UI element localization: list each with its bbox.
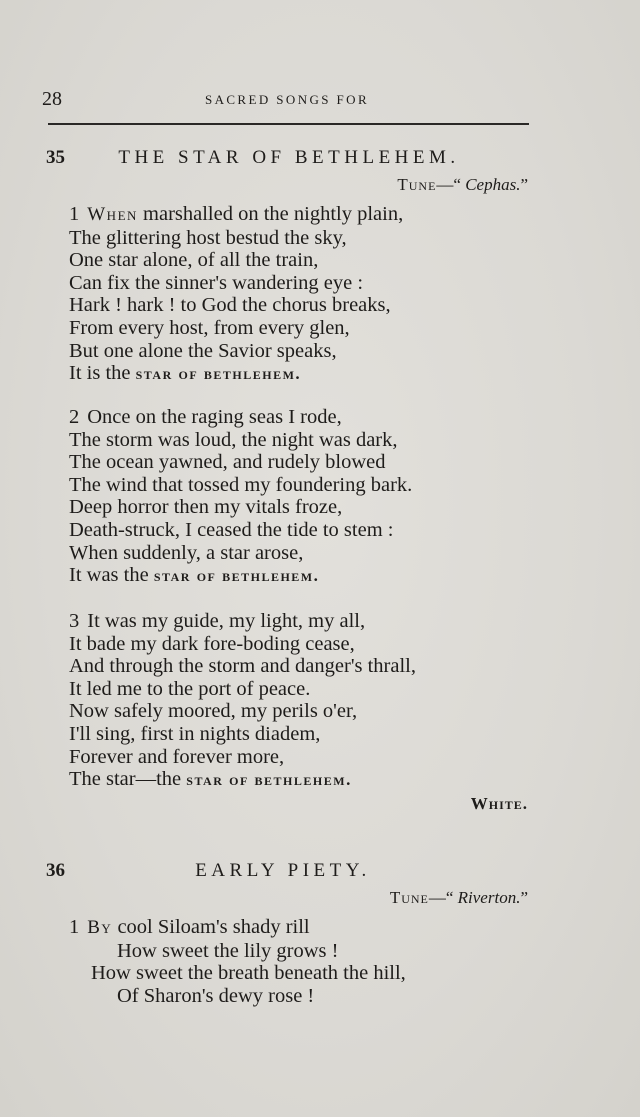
stanza-line: And through the storm and danger's thrall, xyxy=(69,655,416,678)
stanza-line: Hark ! hark ! to God the chorus breaks, xyxy=(69,294,391,317)
hymn-title: THE STAR OF BETHLEHEM. xyxy=(118,147,460,168)
stanza-line: 1 When marshalled on the nightly plain, xyxy=(69,203,404,225)
header-rule xyxy=(48,123,529,125)
hymn-number: 36 xyxy=(46,860,65,881)
author-attribution: White. xyxy=(470,794,528,813)
stanza-line: How sweet the lily grows ! xyxy=(117,939,339,962)
stanza-line: One star alone, of all the train, xyxy=(69,249,319,272)
stanza-3 xyxy=(69,610,416,792)
stanza-line: The glittering host bestud the sky, xyxy=(69,226,347,249)
running-head xyxy=(42,88,532,112)
stanza-line: It is the star of bethlehem. xyxy=(69,362,302,385)
stanza-line: It bade my dark fore-boding cease, xyxy=(69,632,355,655)
page-number: 28 xyxy=(42,88,62,110)
stanza-line: Now safely moored, my perils o'er, xyxy=(69,700,358,723)
stanza-line: 1 By cool Siloam's shady rill xyxy=(69,916,310,938)
stanza-line: But one alone the Savior speaks, xyxy=(69,339,337,362)
stanza-line: 2 Once on the raging seas I rode, xyxy=(69,406,342,428)
stanza-line: The ocean yawned, and rudely blowed xyxy=(69,451,386,474)
hymn-number: 35 xyxy=(46,147,65,168)
tune-name: Riverton. xyxy=(457,888,521,907)
stanza-line: Deep horror then my vitals froze, xyxy=(69,496,343,519)
stanza-line: I'll sing, first in nights diadem, xyxy=(69,722,321,745)
stanza-line: Of Sharon's dewy rose ! xyxy=(117,984,315,1007)
stanza-line: How sweet the breath beneath the hill, xyxy=(91,962,406,985)
stanza-line: Can fix the sinner's wandering eye : xyxy=(69,271,364,294)
stanza-line: Forever and forever more, xyxy=(69,745,285,768)
stanza-1 xyxy=(69,203,403,386)
stanza-line: The wind that tossed my foundering bark. xyxy=(69,473,413,496)
tune-name: Cephas. xyxy=(465,175,521,194)
stanza-line: 3 It was my guide, my light, my all, xyxy=(69,610,366,632)
stanza-line: It was the star of bethlehem. xyxy=(69,564,320,587)
stanza-line: The star—the star of bethlehem. xyxy=(69,768,352,791)
stanza-line: Death-struck, I ceased the tide to stem : xyxy=(69,518,394,541)
tune-line: Tune—“ Cephas.” xyxy=(397,175,528,194)
stanza-line: It led me to the port of peace. xyxy=(69,677,311,700)
stanza-line: The storm was loud, the night was dark, xyxy=(69,428,398,451)
stanza-line: From every host, from every glen, xyxy=(69,316,350,339)
stanza-2 xyxy=(69,406,412,588)
running-head-title: SACRED SONGS FOR xyxy=(204,92,370,107)
stanza-line: When suddenly, a star arose, xyxy=(69,541,304,564)
hymn-36-stanza-1 xyxy=(69,916,406,1007)
tune-line: Tune—“ Riverton.” xyxy=(389,888,528,907)
hymn-title: EARLY PIETY. xyxy=(195,860,371,881)
